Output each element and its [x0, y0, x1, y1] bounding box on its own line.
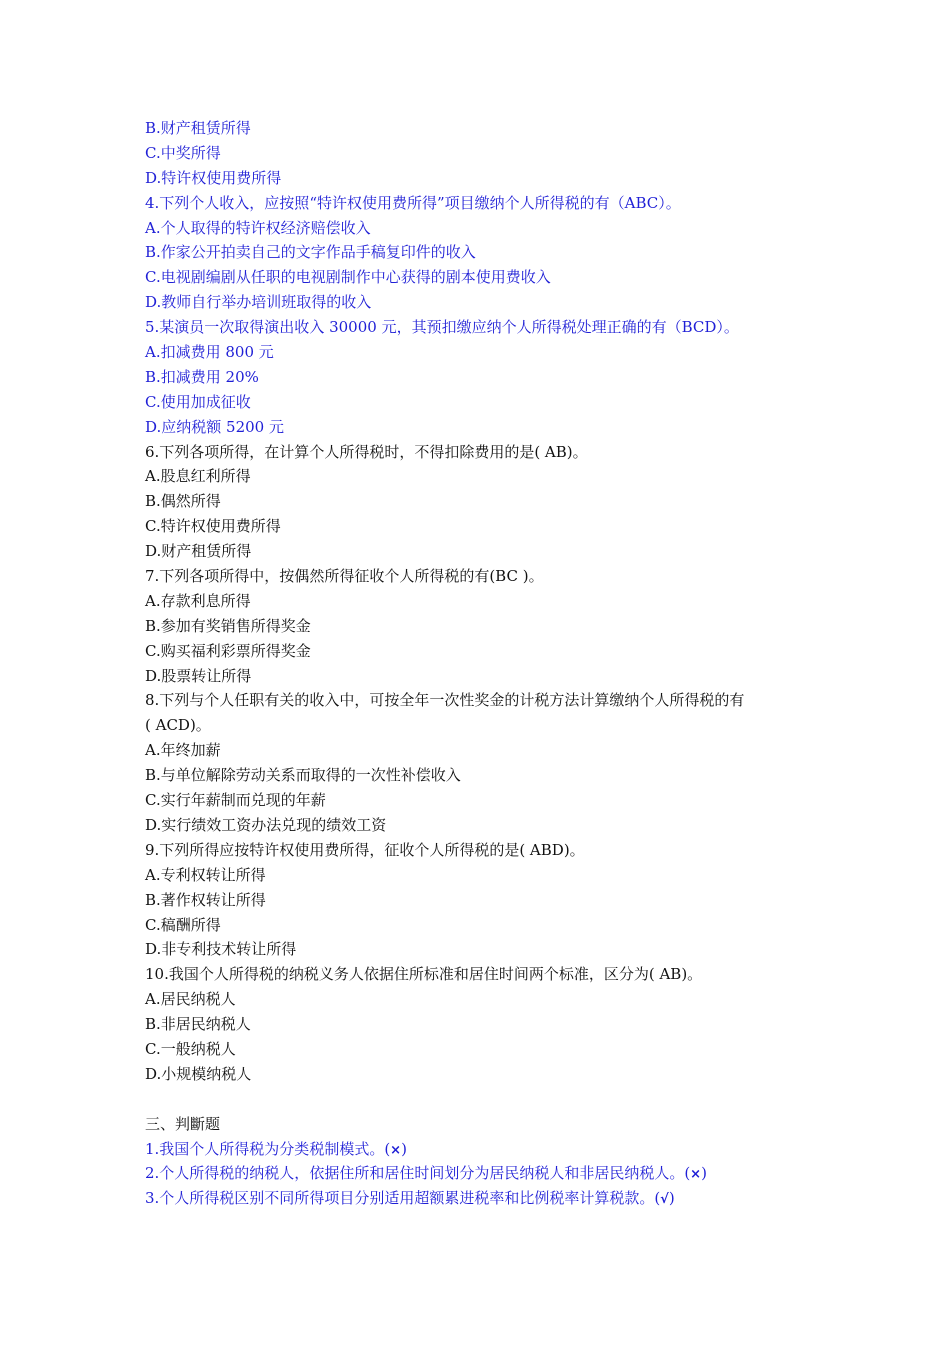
option-line: C.一般纳税人: [145, 1039, 236, 1058]
option-line: C.特许权使用费所得: [145, 517, 281, 536]
option-line: B.财产租赁所得: [145, 119, 251, 137]
judgement-close: ): [668, 1189, 675, 1208]
option-line: C.稿酬所得: [145, 915, 221, 934]
judgement-close: ): [401, 1139, 407, 1158]
option-line: D.股票转让所得: [145, 666, 252, 685]
option-line: C.电视剧编剧从任职的电视剧制作中心获得的剧本使用费收入: [145, 268, 551, 287]
option-line: A.年终加薪: [145, 741, 221, 760]
option-line: A.存款利息所得: [145, 591, 251, 610]
section-spacer: [145, 1087, 845, 1112]
option-line: D.应纳税额 5200 元: [145, 417, 284, 436]
judgement-item: [145, 1137, 845, 1162]
check-mark-icon: √: [660, 1192, 669, 1208]
question-line: 5.某演员一次取得演出收入 30000 元，其预扣缴应纳个人所得税处理正确的有（BCD）。: [145, 318, 739, 337]
question-list: [145, 116, 845, 1087]
question-line: 10.我国个人所得税的纳税义务人依据住所标准和居住时间两个标准，区分为( AB)。: [145, 965, 703, 984]
option-line: B.扣减费用 20%: [145, 367, 259, 386]
question-line: 6.下列各项所得，在计算个人所得税时，不得扣除费用的是( AB)。: [145, 442, 588, 461]
option-line: B.作家公开拍卖自己的文字作品手稿复印件的收入: [145, 243, 476, 262]
option-line: C.中奖所得: [145, 143, 221, 162]
option-line: A.专利权转让所得: [145, 865, 266, 884]
judgement-text: 3.个人所得税区别不同所得项目分别适用超额累进税率和比例税率计算税款。(: [145, 1189, 661, 1208]
judgement-text: 1.我国个人所得税为分类税制模式。(: [145, 1139, 391, 1158]
option-line: D.财产租赁所得: [145, 542, 252, 561]
option-line: D.教师自行举办培训班取得的收入: [145, 293, 372, 312]
question-line: 4.下列个人收入，应按照“特许权使用费所得”项目缴纳个人所得税的有（ABC）。: [145, 193, 681, 212]
option-line: C.购买福利彩票所得奖金: [145, 641, 311, 660]
option-line: C.实行年薪制而兑现的年薪: [145, 791, 326, 810]
option-line: D.小规模纳税人: [145, 1064, 252, 1083]
judgement-text: 2.个人所得税的纳税人，依据住所和居住时间划分为居民纳税人和非居民纳税人。(: [145, 1164, 691, 1183]
question-line: 8.下列与个人任职有关的收入中，可按全年一次性奖金的计税方法计算缴纳个人所得税的有: [145, 691, 745, 710]
document-content: [145, 116, 845, 1211]
option-line: A.股息红利所得: [145, 467, 251, 486]
option-line: A.居民纳税人: [145, 990, 236, 1009]
option-line: D.非专利技术转让所得: [145, 940, 297, 959]
cross-mark-icon: ×: [390, 1142, 402, 1158]
option-line: A.扣减费用 800 元: [145, 343, 274, 362]
judgement-list: [145, 1137, 845, 1212]
judgement-close: ): [701, 1164, 707, 1183]
option-line: B.非居民纳税人: [145, 1015, 251, 1034]
option-line: A.个人取得的特许权经济赔偿收入: [145, 218, 371, 237]
option-line: D.特许权使用费所得: [145, 168, 282, 187]
option-line: B.著作权转让所得: [145, 890, 266, 909]
judgement-item: [145, 1161, 845, 1186]
option-line: B.与单位解除劳动关系而取得的一次性补偿收入: [145, 766, 461, 785]
question-line: 7.下列各项所得中，按偶然所得征收个人所得税的有(BC )。: [145, 567, 544, 586]
judgement-item: [145, 1186, 845, 1211]
option-line: B.参加有奖销售所得奖金: [145, 616, 311, 635]
section-heading: 三、判斷题: [145, 1114, 221, 1133]
option-line: C.使用加成征收: [145, 392, 251, 411]
option-line: B.偶然所得: [145, 492, 221, 511]
option-line: D.实行绩效工资办法兑现的绩效工资: [145, 815, 387, 834]
question-line: 9.下列所得应按特许权使用费所得，征收个人所得税的是( ABD)。: [145, 840, 585, 859]
question-line-continued: ( ACD)。: [145, 716, 211, 735]
cross-mark-icon: ×: [690, 1167, 702, 1183]
